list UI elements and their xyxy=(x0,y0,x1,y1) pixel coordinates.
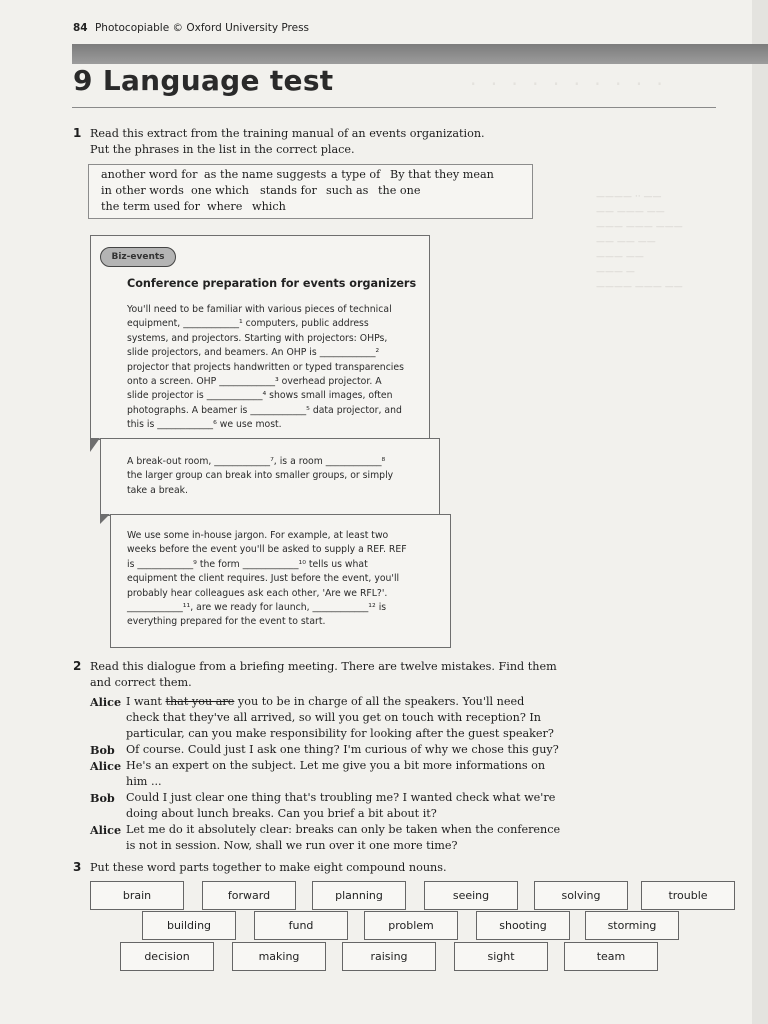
exercise-2-instructions xyxy=(90,659,557,691)
card-text-line: this is ____________⁶ we use most. xyxy=(127,419,282,431)
word-part-box: solving xyxy=(534,881,628,910)
dialogue-text xyxy=(126,694,524,710)
card-text-line: probably hear colleagues ask each other, 'Are we RFL?'. xyxy=(127,587,388,599)
word-part-box: decision xyxy=(120,942,214,971)
exercise-2-number: 2 xyxy=(73,659,82,673)
word-part-box: forward xyxy=(202,881,296,910)
word-part-box: fund xyxy=(254,911,348,940)
dialogue-line xyxy=(90,806,540,822)
word-part-box: problem xyxy=(364,911,458,940)
bleed-through-lines: ———— ·· —— —— ——— —— ——— ——— ——— —— —— —— ——— —— ——— — ———— ——— —— xyxy=(596,192,683,292)
phrase-item: as the name suggests xyxy=(204,168,327,181)
dialogue-line xyxy=(90,838,540,854)
word-part-box: making xyxy=(232,942,326,971)
word-part-box: building xyxy=(142,911,236,940)
word-part-box: shooting xyxy=(476,911,570,940)
title-rule xyxy=(72,107,716,108)
card-text-line: onto a screen. OHP ____________³ overhead projector. A xyxy=(127,376,382,388)
word-part-box: seeing xyxy=(424,881,518,910)
dialogue-text: him ... xyxy=(126,775,162,788)
card-heading: Conference preparation for events organizers xyxy=(127,277,417,290)
dialogue-line xyxy=(90,742,559,758)
phrase-item: the one xyxy=(378,184,421,197)
card-text-line: slide projectors, and beamers. An OHP is ____________² xyxy=(127,347,380,359)
card-fold xyxy=(90,438,100,452)
phrase-item: in other words xyxy=(101,184,184,197)
word-part-box: sight xyxy=(454,942,548,971)
card-text-line: We use some in-house jargon. For example, at least two xyxy=(127,530,389,541)
dialogue-line xyxy=(90,710,540,726)
exercise-3-instructions: Put these word parts together to make eight compound nouns. xyxy=(90,861,447,874)
phrase-item: another word for xyxy=(101,168,198,181)
phrase-item: By that they mean xyxy=(390,168,494,181)
biz-events-badge: Biz-events xyxy=(100,247,176,267)
word-part-box: raising xyxy=(342,942,436,971)
card-text-line: weeks before the event you'll be asked to supply a REF. REF xyxy=(127,544,407,556)
phrase-bank xyxy=(88,164,533,219)
phrase-item: stands for xyxy=(260,184,317,197)
dialogue-text-segment: you to be in charge of all the speakers. You'll need xyxy=(234,695,525,708)
phrase-item: the term used for xyxy=(101,200,201,213)
card-fold xyxy=(100,514,110,524)
exercise-1-number: 1 xyxy=(73,126,82,140)
card-text-line: A break-out room, ____________⁷, is a room ____________⁸ xyxy=(127,456,386,467)
card-text-line: is ____________⁹ the form ____________¹⁰ tells us what xyxy=(127,558,368,570)
exercise-1-instructions xyxy=(90,126,485,158)
exercise-3-number: 3 xyxy=(73,860,82,874)
dialogue-text: He's an expert on the subject. Let me give you a bit more informations on xyxy=(126,759,546,772)
dialogue-text-segment: I want xyxy=(126,695,166,708)
dialogue-text: doing about lunch breaks. Can you brief a bit about it? xyxy=(126,807,437,820)
word-part-box: trouble xyxy=(641,881,735,910)
card-text-line: You'll need to be familiar with various pieces of technical xyxy=(127,304,392,315)
dialogue-text: is not in session. Now, shall we run over it one more time? xyxy=(126,839,458,852)
phrase-item: where xyxy=(207,200,243,213)
speaker-name: Bob xyxy=(90,743,115,757)
card-text-line: photographs. A beamer is ____________⁵ data projector, and xyxy=(127,404,402,416)
word-part-box: planning xyxy=(312,881,406,910)
dialogue-line xyxy=(90,774,540,790)
word-part-box: brain xyxy=(90,881,184,910)
card-text-line: the larger group can break into smaller groups, or simply xyxy=(127,470,394,482)
dialogue-text: particular, can you make responsibility for looking after the guest speaker? xyxy=(126,727,554,740)
phrase-item: such as xyxy=(326,184,369,197)
dialogue xyxy=(90,694,561,854)
page-title: 9 Language test xyxy=(73,64,334,97)
header-band xyxy=(72,44,768,64)
phrase-item: a type of xyxy=(331,168,381,181)
dialogue-line xyxy=(90,758,546,774)
exercise-1-instruction-line: Read this extract from the training manual of an events organization. xyxy=(90,127,485,140)
dialogue-text: check that they've all arrived, so will you get on touch with reception? In xyxy=(126,711,542,724)
dialogue-line xyxy=(90,726,554,742)
card-2-text xyxy=(127,455,432,498)
exercise-2-instruction-line: Read this dialogue from a briefing meeting. There are twelve mistakes. Find them xyxy=(90,660,557,673)
phrase-item: one which xyxy=(191,184,249,197)
card-text-line: projector that projects handwritten or typed transparencies xyxy=(127,361,404,373)
speaker-name: Alice xyxy=(90,759,122,773)
word-part-box: team xyxy=(564,942,658,971)
card-1-text xyxy=(127,303,427,433)
running-header xyxy=(73,22,309,34)
speaker-name: Bob xyxy=(90,791,115,805)
card-text-line: everything prepared for the event to start. xyxy=(127,616,326,628)
card-text-line: ____________¹¹, are we ready for launch, ____________¹² is xyxy=(127,602,387,614)
bleed-through-text: · · · · · · · · · · xyxy=(470,72,667,96)
copyright-notice: Photocopiable © Oxford University Press xyxy=(94,22,310,34)
struck-out-example: that you are xyxy=(165,695,235,708)
dialogue-text: Let me do it absolutely clear: breaks can only be taken when the conference xyxy=(126,823,561,836)
dialogue-line xyxy=(90,822,561,838)
card-text-line: equipment, ____________¹ computers, public address xyxy=(127,318,369,330)
dialogue-text: Of course. Could just I ask one thing? I'm curious of why we chose this guy? xyxy=(126,743,559,756)
card-text-line: systems, and projectors. Starting with projectors: OHPs, xyxy=(127,332,388,344)
speaker-name: Alice xyxy=(90,823,122,837)
card-text-line: take a break. xyxy=(127,484,188,496)
card-text-line: slide projector is ____________⁴ shows small images, often xyxy=(127,390,393,402)
dialogue-text: Could I just clear one thing that's troubling me? I wanted check what we're xyxy=(126,791,556,804)
dialogue-line xyxy=(90,790,556,806)
speaker-name: Alice xyxy=(90,695,122,709)
phrase-item: which xyxy=(252,200,286,213)
page-edge-shadow xyxy=(752,0,768,1024)
card-text-line: equipment the client requires. Just before the event, you'll xyxy=(127,573,400,585)
word-part-box: storming xyxy=(585,911,679,940)
page-number: 84 xyxy=(73,22,88,34)
exercise-1-instruction-line: Put the phrases in the list in the correct place. xyxy=(90,143,355,156)
dialogue-line xyxy=(90,694,540,710)
card-3-text xyxy=(127,529,442,630)
exercise-2-instruction-line: and correct them. xyxy=(90,676,192,689)
